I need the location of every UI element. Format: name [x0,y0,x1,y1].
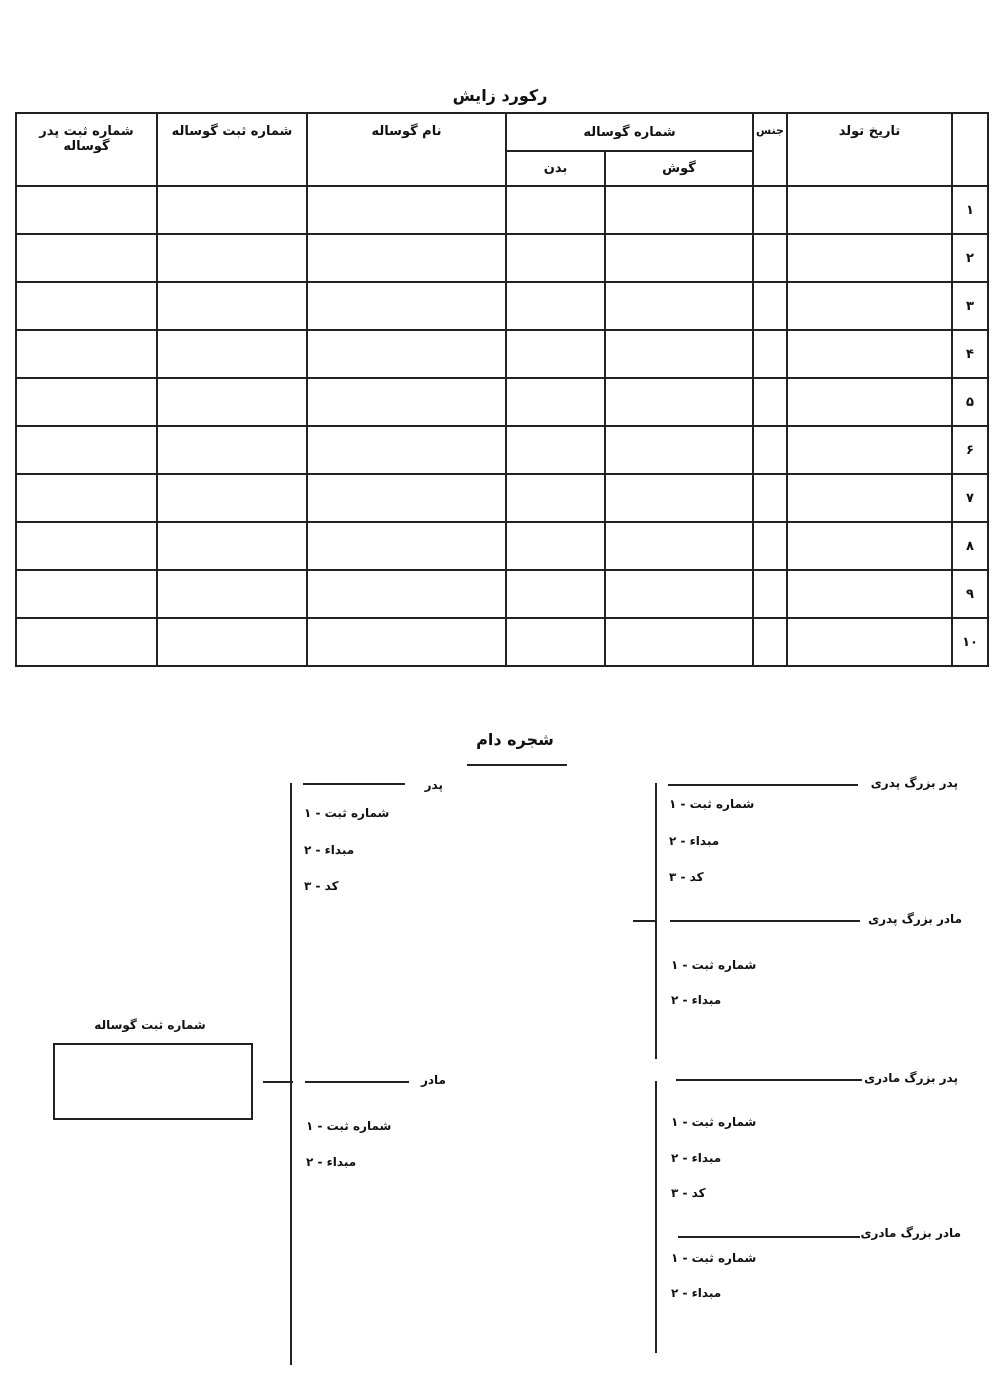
birth-record-table [15,112,989,667]
sire-reg-number-cell[interactable] [16,234,157,282]
sex-cell[interactable] [753,570,787,618]
birth-record-title: رکورد زایش [452,86,548,105]
dam-field-2: مبداء - ۲ [306,1155,357,1169]
row-number: ۴ [952,330,988,378]
calf-reg-number-cell[interactable] [157,282,307,330]
sire-reg-number-cell[interactable] [16,474,157,522]
body-cell[interactable] [506,282,605,330]
calf-name-cell[interactable] [307,330,506,378]
maternal-granddam-label: مادر بزرگ مادری [860,1226,961,1240]
paternal-grandsire-field-3: کد - ۳ [669,870,704,884]
ear-cell[interactable] [605,330,753,378]
header-calf-number: شماره گوساله [506,113,753,151]
paternal-connector-line [633,920,657,922]
birth-date-cell[interactable] [787,570,952,618]
paternal-granddam-label: مادر بزرگ پدری [868,912,962,926]
maternal-granddam-line [678,1236,860,1238]
sire-field-1: شماره ثبت - ۱ [304,806,390,820]
ear-cell[interactable] [605,474,753,522]
header-birth-date: تاریخ تولد [787,113,952,186]
birth-date-cell[interactable] [787,474,952,522]
row-number: ۷ [952,474,988,522]
sex-cell[interactable] [753,474,787,522]
calf-name-cell[interactable] [307,186,506,234]
maternal-grandsire-field-2: مبداء - ۲ [671,1151,722,1165]
calf-reg-number-cell[interactable] [157,474,307,522]
sex-cell[interactable] [753,330,787,378]
body-cell[interactable] [506,330,605,378]
ear-cell[interactable] [605,426,753,474]
birth-record-row [16,330,988,378]
calf-name-cell[interactable] [307,474,506,522]
sex-cell[interactable] [753,234,787,282]
sire-reg-number-cell[interactable] [16,618,157,666]
sire-reg-number-cell[interactable] [16,522,157,570]
birth-date-cell[interactable] [787,234,952,282]
header-calf-reg-number: شماره ثبت گوساله [157,113,307,186]
calf-reg-number-cell[interactable] [157,522,307,570]
body-cell[interactable] [506,522,605,570]
birth-date-cell[interactable] [787,378,952,426]
paternal-granddam-field-2: مبداء - ۲ [671,993,722,1007]
maternal-vertical-line [655,1081,657,1353]
calf-reg-box[interactable] [53,1043,253,1120]
sire-reg-number-cell[interactable] [16,330,157,378]
body-cell[interactable] [506,426,605,474]
birth-record-row [16,570,988,618]
row-number: ۱۰ [952,618,988,666]
header-calf-name: نام گوساله [307,113,506,186]
birth-record-row [16,282,988,330]
calf-reg-number-cell[interactable] [157,570,307,618]
header-sex: جنس [753,113,787,186]
paternal-grandsire-label: پدر بزرگ پدری [870,776,958,790]
ear-cell[interactable] [605,282,753,330]
paternal-grandsire-field-1: شماره ثبت - ۱ [669,797,755,811]
calf-reg-number-cell[interactable] [157,234,307,282]
sex-cell[interactable] [753,426,787,474]
calf-reg-number-cell[interactable] [157,186,307,234]
dam-line [305,1081,409,1083]
sex-cell[interactable] [753,618,787,666]
calf-name-cell[interactable] [307,234,506,282]
header-row-number [952,113,988,186]
birth-date-cell[interactable] [787,426,952,474]
maternal-grandsire-field-1: شماره ثبت - ۱ [671,1115,757,1129]
maternal-granddam-field-2: مبداء - ۲ [671,1286,722,1300]
parents-vertical-line [290,783,292,1365]
birth-record-row [16,234,988,282]
sire-reg-number-cell[interactable] [16,282,157,330]
ear-cell[interactable] [605,522,753,570]
row-number: ۱ [952,186,988,234]
sire-reg-number-cell[interactable] [16,186,157,234]
birth-record-row [16,522,988,570]
header-body: بدن [506,151,605,186]
birth-record-row [16,186,988,234]
sex-cell[interactable] [753,186,787,234]
ear-cell[interactable] [605,378,753,426]
calf-reg-number-cell[interactable] [157,618,307,666]
body-cell[interactable] [506,570,605,618]
body-cell[interactable] [506,474,605,522]
calf-name-cell[interactable] [307,426,506,474]
header-sire-reg-number: شماره ثبت پدر گوساله [16,113,157,186]
row-number: ۶ [952,426,988,474]
header-ear: گوش [605,151,753,186]
paternal-grandsire-field-2: مبداء - ۲ [669,834,720,848]
paternal-granddam-line [670,920,860,922]
sex-cell[interactable] [753,378,787,426]
maternal-granddam-field-1: شماره ثبت - ۱ [671,1251,757,1265]
paternal-grandsire-line [668,784,858,786]
row-number: ۸ [952,522,988,570]
birth-record-row [16,474,988,522]
sire-line [303,783,405,785]
calf-name-cell[interactable] [307,378,506,426]
birth-date-cell[interactable] [787,282,952,330]
body-cell[interactable] [506,378,605,426]
sire-field-2: مبداء - ۲ [304,843,355,857]
maternal-grandsire-line [676,1079,862,1081]
row-number: ۳ [952,282,988,330]
dam-field-1: شماره ثبت - ۱ [306,1119,392,1133]
birth-date-cell[interactable] [787,330,952,378]
calf-reg-label: شماره ثبت گوساله [94,1018,206,1032]
row-number: ۲ [952,234,988,282]
calf-reg-number-cell[interactable] [157,426,307,474]
birth-record-row [16,426,988,474]
birth-date-cell[interactable] [787,522,952,570]
pedigree-title-underline [467,764,567,766]
dam-label: مادر [420,1073,446,1087]
ear-cell[interactable] [605,234,753,282]
ear-cell[interactable] [605,618,753,666]
sire-field-3: کد - ۳ [304,879,339,893]
sire-reg-number-cell[interactable] [16,426,157,474]
row-number: ۹ [952,570,988,618]
ear-cell[interactable] [605,186,753,234]
maternal-grandsire-field-3: کد - ۳ [671,1186,706,1200]
ear-cell[interactable] [605,570,753,618]
body-cell[interactable] [506,186,605,234]
calf-name-cell[interactable] [307,282,506,330]
sire-label: پدر [424,778,443,792]
birth-date-cell[interactable] [787,186,952,234]
calf-name-cell[interactable] [307,522,506,570]
sex-cell[interactable] [753,282,787,330]
birth-date-cell[interactable] [787,618,952,666]
sire-reg-number-cell[interactable] [16,570,157,618]
pedigree-title: شجره دام [476,730,554,749]
birth-record-row [16,378,988,426]
calf-reg-number-cell[interactable] [157,378,307,426]
sex-cell[interactable] [753,522,787,570]
sire-reg-number-cell[interactable] [16,378,157,426]
maternal-grandsire-label: پدر بزرگ مادری [864,1071,958,1085]
body-cell[interactable] [506,234,605,282]
calf-reg-number-cell[interactable] [157,330,307,378]
calf-name-cell[interactable] [307,570,506,618]
row-number: ۵ [952,378,988,426]
calf-name-cell[interactable] [307,618,506,666]
body-cell[interactable] [506,618,605,666]
paternal-granddam-field-1: شماره ثبت - ۱ [671,958,757,972]
calf-connector-line [263,1081,293,1083]
birth-record-row [16,618,988,666]
